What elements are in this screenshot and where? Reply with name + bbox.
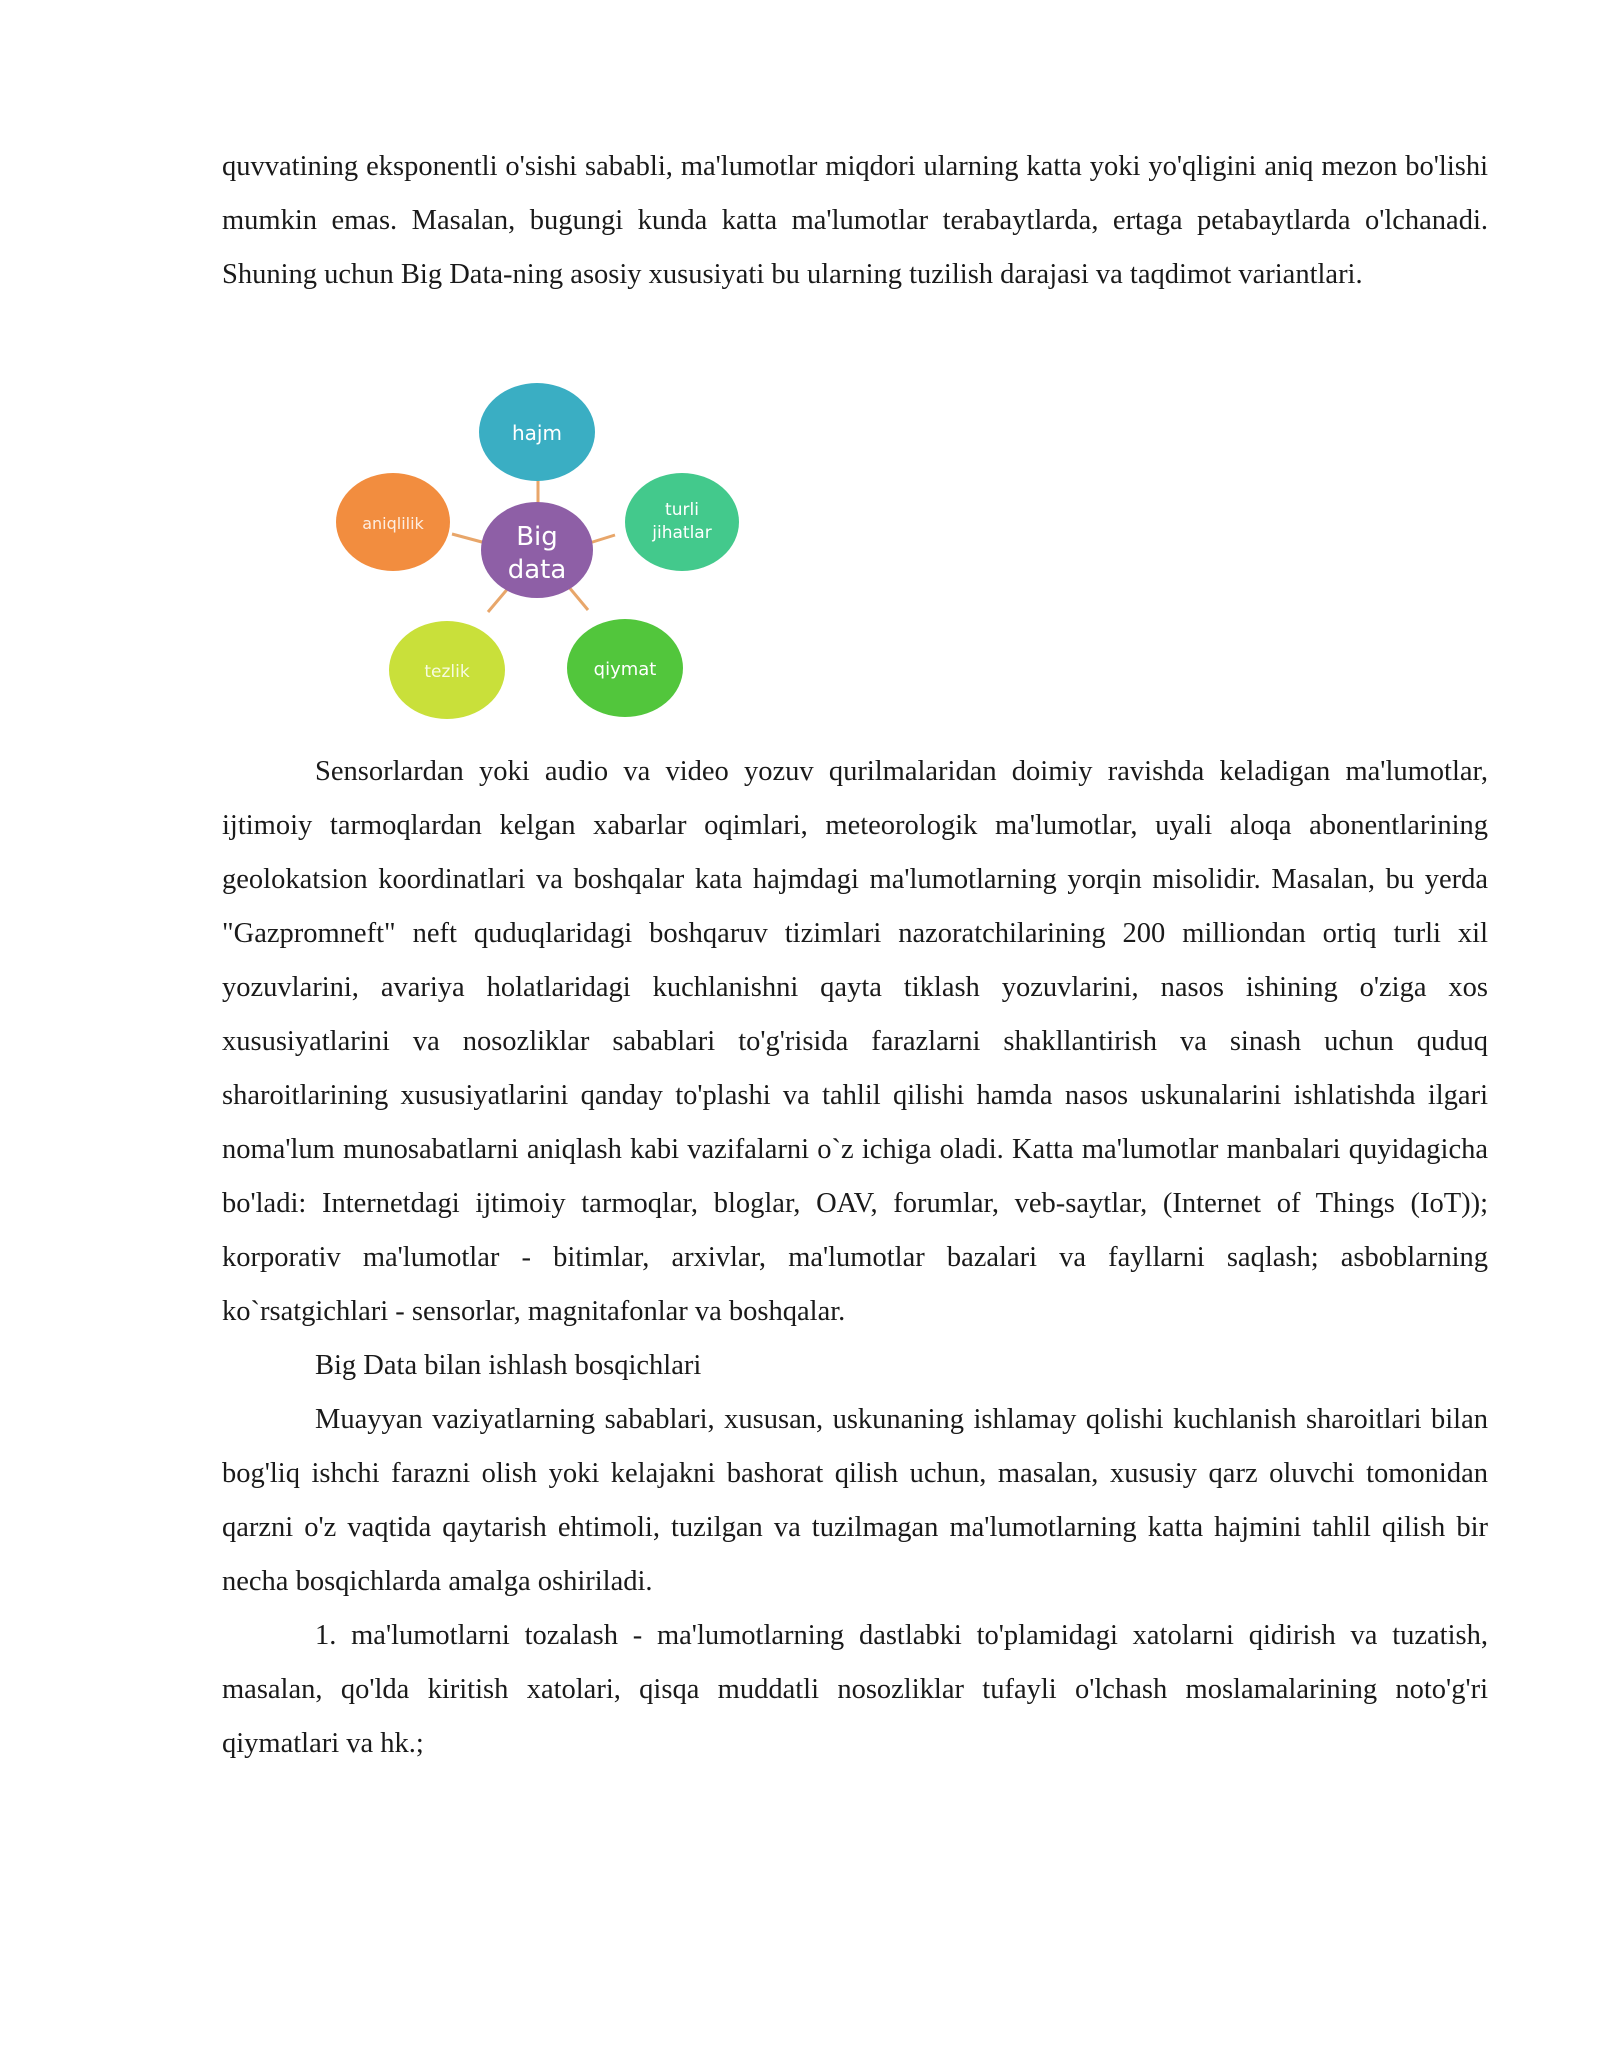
bubble-tezlik-label: tezlik bbox=[424, 662, 470, 682]
step-1-paragraph: 1. ma'lumotlarni tozalash - ma'lumotlarning dastlabki to'plamidagi xatolarni qidirish va tuzatish, masalan, qo'lda kiritish xatolari, qisqa muddatli nosozliklar tufayli o'lchash moslamalarining noto'g'ri qiymatlari va hk.; bbox=[222, 1620, 1488, 1759]
bubble-qiymat bbox=[567, 619, 683, 717]
body-section bbox=[222, 745, 1488, 1771]
stages-intro-paragraph: Muayyan vaziyatlarning sabablari, xususan, uskunaning ishlamay qolishi kuchlanish sharoitlari bilan bog'liq ishchi farazni olish yoki kelajakni bashorat qilish uchun, masalan, xususiy qarz oluvchi tomonidan qarzni o'z vaqtida qaytarish ehtimoli, tuzilgan va tuzilmagan ma'lumotlarning katta hajmini tahlil qilish bir necha bosqichlarda amalga oshiriladi. bbox=[222, 1404, 1488, 1597]
bubble-aniqlilik bbox=[336, 473, 450, 571]
bubble-tezlik bbox=[389, 621, 505, 719]
intro-text: quvvatining eksponentli o'sishi sababli, ma'lumotlar miqdori ularning katta yoki yo'qligini aniq mezon bo'lishi mumkin emas. Masalan, bugungi kunda katta ma'lumotlar terabaytlarda, ertaga petabaytlarda o'lchanadi. Shuning uchun Big Data-ning asosiy xususiyati bu ularning tuzilish darajasi va taqdimot variantlari. bbox=[222, 151, 1488, 290]
connector-bottom-right bbox=[568, 586, 588, 610]
bubble-aniqlilik-label: aniqlilik bbox=[362, 514, 424, 533]
sources-paragraph: Sensorlardan yoki audio va video yozuv qurilmalaridan doimiy ravishda keladigan ma'lumotlar, ijtimoiy tarmoqlardan kelgan xabarlar oqimlari, meteorologik ma'lumotlar, uyali aloqa abonentlarining geolokatsion koordinatlari va boshqalar kata hajmdagi ma'lumotlarning yorqin misolidir. Masalan, bu yerda "Gazpromneft" neft quduqlaridagi boshqaruv tizimlari nazoratchilarining 200 milliondan ortiq turli xil yozuvlarini, avariya holatlaridagi kuchlanishni qayta tiklash yozuvlarini, nasos ishining o'ziga xos xususiyatlarini va nosozliklar sabablari to'g'risida farazlarni shakllantirish va sinash uchun quduq sharoitlarining xususiyatlarini qanday to'plashi va tahlil qilishi hamda nasos uskunalarini ishlatishda ilgari noma'lum munosabatlarni aniqlash kabi vazifalarni o`z ichiga oladi. Katta ma'lumotlar manbalari quyidagicha bo'ladi: Internetdagi ijtimoiy tarmoqlar, bloglar, OAV, forumlar, veb-saytlar, (Internet of Things (IoT)); korporativ ma'lumotlar - bitimlar, arxivlar, ma'lumotlar bazalari va fayllarni saqlash; asboblarning ko`rsatgichlari - sensorlar, magnitafonlar va boshqalar. bbox=[222, 756, 1488, 1327]
bubble-big-data bbox=[481, 502, 593, 598]
bubble-turli-label-2: jihatlar bbox=[652, 523, 712, 543]
bubble-hajm-label: hajm bbox=[512, 421, 562, 445]
bubble-hajm bbox=[479, 383, 595, 481]
bubble-qiymat-label: qiymat bbox=[593, 659, 657, 680]
bubble-turli-label-1: turli bbox=[665, 500, 699, 520]
bubble-center-label-1: Big bbox=[516, 522, 558, 552]
bubble-turli-jihatlar bbox=[625, 473, 739, 571]
intro-paragraph bbox=[222, 140, 1488, 302]
section-heading: Big Data bilan ishlash bosqichlari bbox=[315, 1350, 702, 1381]
bubble-center-label-2: data bbox=[507, 555, 567, 585]
big-data-diagram bbox=[320, 372, 760, 732]
